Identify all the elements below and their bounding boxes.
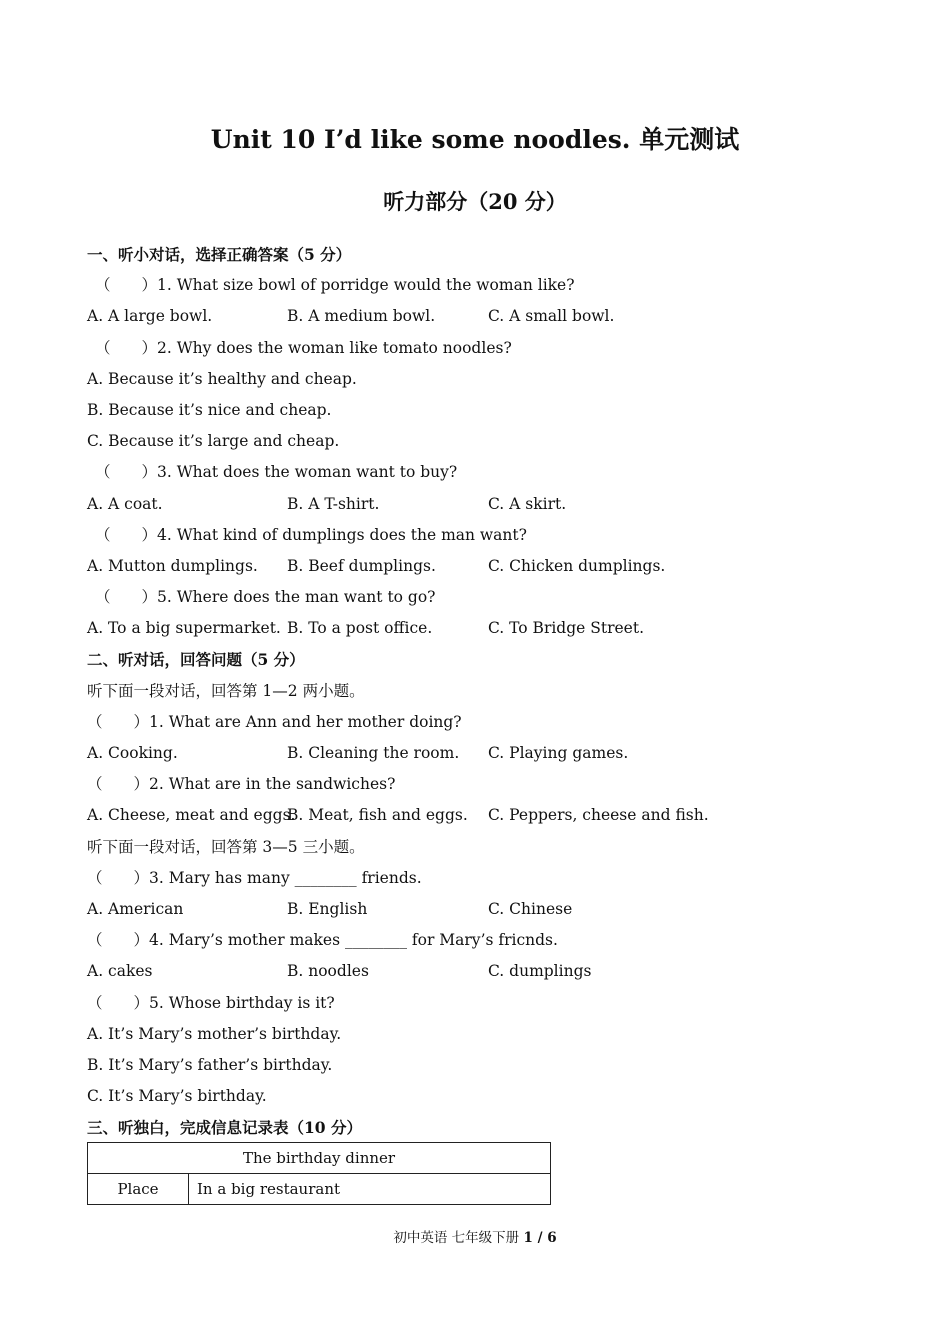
option-c: C. It’s Mary’s birthday. (87, 1087, 267, 1106)
option-b: B. noodles (287, 962, 369, 981)
option-b: B. To a post office. (287, 619, 433, 638)
page-title: Unit 10 I’d like some noodles. 单元测试 (210, 125, 740, 154)
answer-blank: （ ） (87, 931, 150, 950)
answer-blank: （ ） (95, 338, 158, 357)
section2-intro-1: 听下面一段对话，回答第 1—2 两小题。 (87, 681, 365, 700)
option-a: A. Cooking. (87, 744, 178, 762)
option-a: A. Cheese, meat and eggs. (87, 806, 296, 825)
page-subtitle: 听力部分（20 分） (383, 189, 567, 214)
question-text: 3. Mary has many ________ friends. (149, 868, 422, 887)
option-c: C. Because it’s large and cheap. (87, 432, 340, 451)
answer-blank: （ ） (87, 993, 150, 1012)
section1-question-3 (87, 457, 867, 488)
section1-options-1 (87, 301, 867, 332)
section1-question-2 (87, 333, 867, 364)
section2-options-1 (87, 738, 867, 769)
section2-question-1 (87, 707, 867, 738)
answer-blank: （ ） (87, 868, 150, 887)
answer-blank: （ ） (87, 775, 150, 794)
section1-options-5 (87, 613, 867, 644)
option-a: A. Mutton dumplings. (87, 556, 258, 575)
option-b: B. It’s Mary’s father’s birthday. (87, 1055, 333, 1074)
answer-blank: （ ） (95, 525, 158, 544)
answer-blank: （ ） (95, 463, 158, 482)
question-text: 5. Where does the man want to go? (157, 588, 436, 607)
option-b: B. Beef dumplings. (287, 556, 436, 575)
section2-question-5 (87, 988, 867, 1019)
question-text: 4. What kind of dumplings does the man want? (157, 525, 527, 544)
exam-content (87, 239, 867, 1143)
section2-question-2 (87, 769, 867, 800)
question-text: 2. What are in the sandwiches? (149, 775, 396, 794)
question-text: 1. What size bowl of porridge would the woman like? (157, 276, 575, 295)
answer-blank: （ ） (95, 276, 158, 295)
option-c: C. To Bridge Street. (488, 619, 645, 638)
section1-question-1 (87, 270, 867, 301)
table-row (88, 1174, 551, 1205)
option-b: B. English (287, 899, 368, 918)
option-c: C. dumplings (488, 962, 592, 981)
section2-options-4 (87, 956, 867, 987)
option-b: B. A T-shirt. (287, 494, 380, 513)
question-text: 3. What does the woman want to buy? (157, 463, 458, 482)
question-text: 1. What are Ann and her mother doing? (149, 712, 462, 731)
question-text: 2. Why does the woman like tomato noodles? (157, 338, 512, 357)
section2-options-3 (87, 894, 867, 925)
option-c: C. Chicken dumplings. (488, 556, 666, 575)
option-a: A. A coat. (87, 494, 163, 513)
section1-question-5 (87, 582, 867, 613)
section1-question-4 (87, 520, 867, 551)
option-c: C. A small bowl. (488, 307, 615, 326)
page-number: 1 / 6 (523, 1230, 557, 1246)
option-c: C. A skirt. (488, 494, 567, 513)
section2-options-2 (87, 800, 867, 831)
section1-options-3 (87, 489, 867, 520)
answer-blank: （ ） (95, 588, 158, 607)
option-a: A. A large bowl. (87, 307, 213, 326)
option-c: C. Peppers, cheese and fish. (488, 806, 709, 825)
question-text: 4. Mary’s mother makes ________ for Mary’s fricnds. (149, 931, 558, 950)
question-text: 5. Whose birthday is it? (149, 993, 335, 1012)
section1-heading: 一、听小对话，选择正确答案（5 分） (87, 245, 352, 264)
option-a: A. To a big supermarket. (87, 619, 281, 638)
option-b: B. A medium bowl. (287, 307, 436, 326)
section2-question-4 (87, 925, 867, 956)
section2-heading: 二、听对话，回答问题（5 分） (87, 650, 305, 670)
table-header: The birthday dinner (88, 1143, 551, 1174)
table-cell-value: In a big restaurant (189, 1174, 551, 1205)
option-a: A. cakes (87, 962, 153, 981)
table-cell-label: Place (88, 1174, 189, 1205)
option-b: B. Meat, fish and eggs. (287, 806, 468, 825)
option-a: A. It’s Mary’s mother’s birthday. (87, 1024, 342, 1043)
answer-blank: （ ） (87, 712, 150, 731)
section3-heading: 三、听独白，完成信息记录表（10 分） (87, 1118, 362, 1138)
section2-question-3 (87, 863, 867, 894)
option-c: C. Playing games. (488, 744, 629, 762)
page-footer (0, 1228, 950, 1248)
option-a: A. Because it’s healthy and cheap. (87, 369, 357, 388)
section1-options-4 (87, 551, 867, 582)
footer-text: 初中英语 七年级下册 (393, 1230, 520, 1246)
section2-intro-2: 听下面一段对话，回答第 3—5 三小题。 (87, 837, 365, 856)
table-header-row (88, 1143, 551, 1174)
option-a: A. American (87, 899, 184, 918)
option-b: B. Cleaning the room. (287, 744, 460, 762)
option-b: B. Because it’s nice and cheap. (87, 400, 332, 419)
option-c: C. Chinese (488, 899, 573, 918)
info-record-table (87, 1142, 551, 1205)
